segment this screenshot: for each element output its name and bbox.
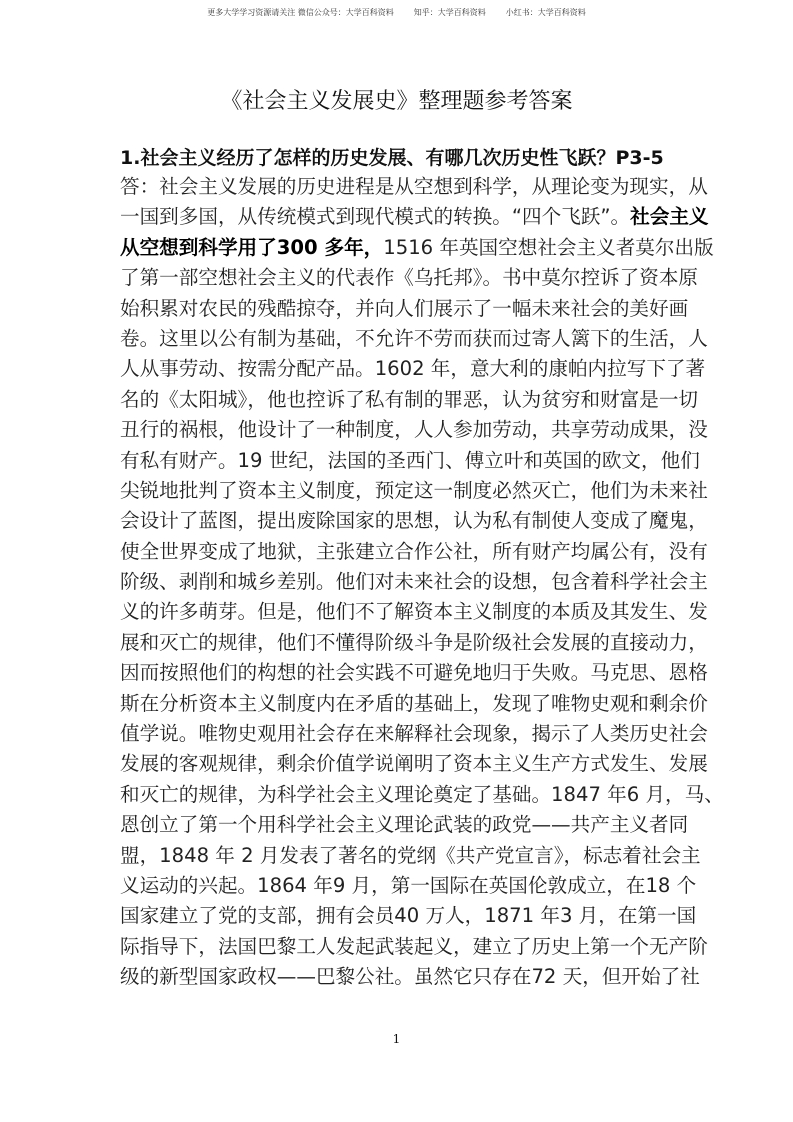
line-text: 展和灭亡的规律，他们不懂得阶级斗争是阶级社会发展的直接动力， <box>120 630 708 654</box>
answer-line <box>120 354 706 384</box>
answer-line <box>120 294 689 324</box>
answer-line <box>120 324 708 354</box>
line-text: 恩创立了第一个用科学社会主义理论武装的政党——共产主义者同 <box>120 813 689 837</box>
line-text: 级的新型国家政权——巴黎公社。虽然它只存在72 天，但开始了社 <box>120 965 700 989</box>
answer-line <box>120 233 714 263</box>
header-note <box>0 7 793 18</box>
header-note-xiaohongshu: 小红书：大学百科资料 <box>505 8 586 17</box>
bold-text: 从空想到科学用了300 多年， <box>120 235 384 259</box>
answer-line <box>120 932 708 962</box>
answer-line <box>120 901 697 931</box>
line-text: 盟，1848 年 2 月发表了著名的党纲《共产党宣言》，标志着社会主 <box>120 843 701 867</box>
line-text: 名的《太阳城》，他也控诉了私有制的罪恶，认为贫穷和财富是一切 <box>120 387 699 411</box>
line-text: 人从事劳动、按需分配产品。1602 年，意大利的康帕内拉写下了著 <box>120 357 706 381</box>
line-text: 发展的客观规律，剩余价值学说阐明了资本主义生产方式发生、发展 <box>120 752 708 776</box>
line-text: 义的许多萌芽。但是，他们不了解资本主义制度的本质及其发生、发 <box>120 600 708 624</box>
answer-line <box>120 506 708 536</box>
line-text: 斯在分析资本主义制度内在矛盾的基础上，发现了唯物史观和剩余价 <box>120 691 708 715</box>
line-text: 答：社会主义发展的历史进程是从空想到科学，从理论变为现实，从 <box>120 175 708 198</box>
answer-line <box>120 446 700 476</box>
line-text: 值学说。唯物史观用社会存在来解释社会现象，揭示了人类历史社会 <box>120 722 708 746</box>
answer-line <box>120 871 697 901</box>
answer-line <box>120 628 708 658</box>
answer-line <box>120 537 708 567</box>
question-heading: 1.社会主义经历了怎样的历史发展、有哪几次历史性飞跃？P3-5 <box>120 147 664 169</box>
answer-line <box>120 202 709 232</box>
answer-line <box>120 810 689 840</box>
line-text: 有私有财产。19 世纪，法国的圣西门、傅立叶和英国的欧文，他们 <box>120 448 700 472</box>
line-text: 使全世界变成了地狱，主张建立合作公社，所有财产均属公有，没有 <box>120 539 708 563</box>
line-text: 丑行的祸根，他设计了一种制度，人人参加劳动，共享劳动成果，没 <box>120 418 708 442</box>
line-text: 卷。这里以公有制为基础，不允许不劳而获而过寄人篱下的生活，人 <box>120 326 708 350</box>
header-note-zhihu: 知乎：大学百科资料 <box>413 8 486 17</box>
answer-line <box>120 263 699 293</box>
line-text: 因而按照他们的构想的社会实践不可避免地归于失败。马克思、恩格 <box>120 661 708 685</box>
bold-text: 社会主义 <box>630 205 709 229</box>
answer-line <box>120 172 708 202</box>
answer-line <box>120 780 724 810</box>
line-text: 了第一部空想社会主义的代表作《乌托邦》。书中莫尔控诉了资本原 <box>120 266 699 290</box>
answer-body <box>120 172 724 993</box>
answer-line <box>120 476 708 506</box>
answer-line <box>120 597 708 627</box>
line-text: 际指导下，法国巴黎工人发起武装起义，建立了历史上第一个无产阶 <box>120 934 708 958</box>
answer-line <box>120 415 708 445</box>
answer-line <box>120 689 708 719</box>
document-title: 《社会主义发展史》整理题参考答案 <box>220 89 573 114</box>
answer-line <box>120 658 708 688</box>
line-text: 阶级、剥削和城乡差别。他们对未来社会的设想，包含着科学社会主 <box>120 570 708 594</box>
line-text: 会设计了蓝图，提出废除国家的思想，认为私有制使人变成了魔鬼， <box>120 509 708 533</box>
answer-line <box>120 962 700 992</box>
page-number: 1 <box>392 1032 401 1046</box>
line-text: 1516 年英国空想社会主义者莫尔出版 <box>383 235 714 259</box>
line-text: 和灭亡的规律，为科学社会主义理论奠定了基础。1847 年6 月，马、 <box>120 782 724 806</box>
line-text: 始积累对农民的残酷掠夺，并向人们展示了一幅未来社会的美好画 <box>120 296 689 320</box>
answer-line <box>120 385 699 415</box>
answer-line <box>120 719 708 749</box>
header-note-wechat: 更多大学学习资源请关注 微信公众号：大学百科资料 <box>207 8 394 17</box>
line-text: 国家建立了党的支部，拥有会员40 万人，1871 年3 月，在第一国 <box>120 904 697 928</box>
answer-line <box>120 841 701 871</box>
line-text: 一国到多国，从传统模式到现代模式的转换。“四个飞跃”。 <box>120 205 631 229</box>
answer-line <box>120 567 708 597</box>
line-text: 尖锐地批判了资本主义制度，预定这一制度必然灭亡，他们为未来社 <box>120 478 708 502</box>
line-text: 义运动的兴起。1864 年9 月，第一国际在英国伦敦成立，在18 个 <box>120 873 697 897</box>
answer-line <box>120 749 708 779</box>
